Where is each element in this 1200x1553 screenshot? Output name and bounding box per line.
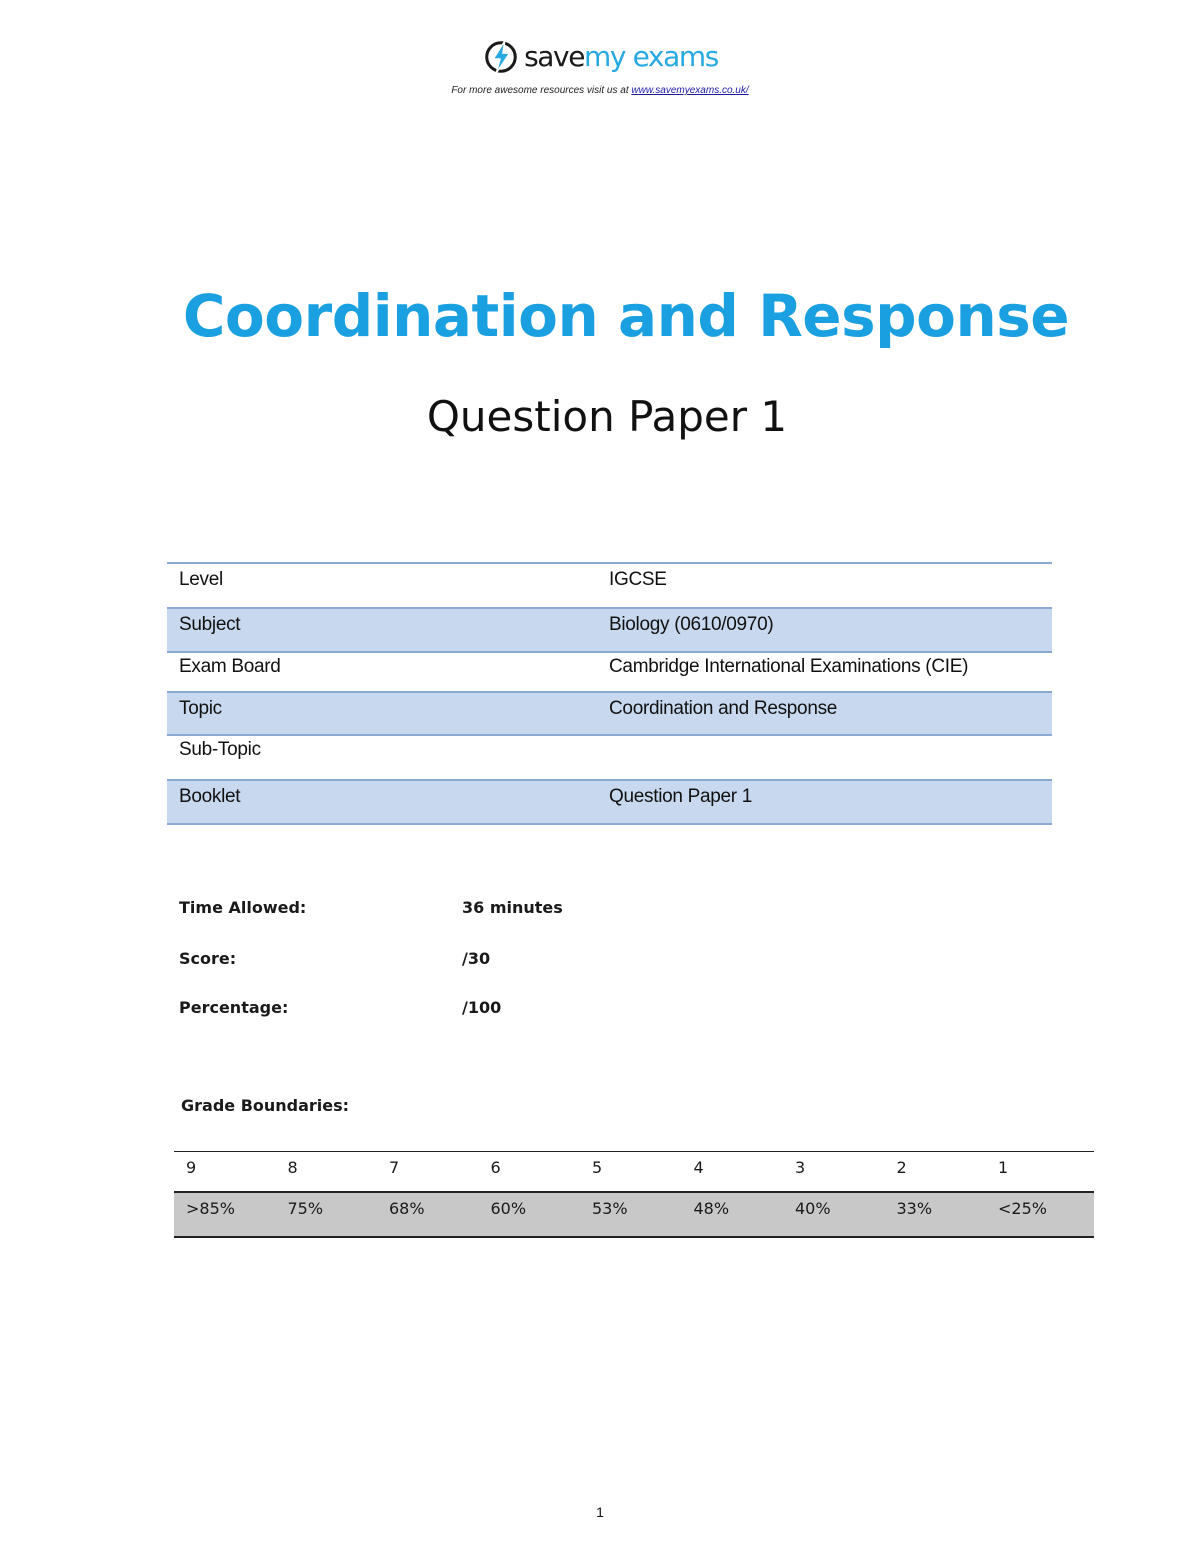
info-row-exam-board (167, 653, 1052, 693)
grade-cell: 2 (896, 1158, 907, 1177)
percentage-row (174, 1193, 1094, 1236)
grade-cell: 6 (490, 1158, 501, 1177)
info-label: Sub-Topic (179, 739, 261, 760)
percentage-cell: 75% (287, 1199, 324, 1218)
grade-cell: 1 (998, 1158, 1009, 1177)
grade-cell: 5 (592, 1158, 603, 1177)
tagline (0, 85, 1200, 96)
time-value: 36 minutes (462, 898, 563, 917)
info-label: Booklet (179, 786, 241, 807)
lightning-bolt-icon (482, 38, 520, 76)
logo-word-save: save (524, 40, 585, 73)
percentage-cell: 33% (896, 1199, 933, 1218)
info-value: IGCSE (609, 569, 667, 590)
info-value: Biology (0610/0970) (609, 614, 774, 635)
percentage-cell: 60% (490, 1199, 527, 1218)
info-value: Coordination and Response (609, 698, 838, 719)
logo-text (524, 40, 718, 73)
info-label: Exam Board (179, 656, 281, 677)
tagline-text: For more awesome resources visit us at (451, 85, 632, 96)
info-row-level (167, 564, 1052, 609)
info-row-subject (167, 609, 1052, 653)
grade-cell: 4 (693, 1158, 704, 1177)
logo-word-myexams: my exams (584, 40, 718, 73)
info-label: Level (179, 569, 223, 590)
percentage-cell: 40% (795, 1199, 831, 1218)
grade-cell: 9 (186, 1158, 197, 1177)
percentage-cell: 48% (693, 1199, 730, 1218)
time-label: Time Allowed: (179, 898, 307, 917)
info-table (167, 562, 1052, 825)
score-label: Score: (179, 949, 237, 968)
page-title: Coordination and Response (182, 282, 1070, 350)
website-link[interactable]: www.savemyexams.co.uk/ (631, 85, 749, 96)
grade-cell: 8 (287, 1158, 298, 1177)
percentage-cell: <25% (998, 1199, 1047, 1218)
info-value: Question Paper 1 (609, 786, 753, 807)
grade-boundaries-label: Grade Boundaries: (181, 1096, 350, 1115)
info-row-topic (167, 693, 1052, 736)
grade-cell: 7 (389, 1158, 400, 1177)
page-number: 1 (596, 1504, 604, 1520)
page-subtitle: Question Paper 1 (426, 392, 788, 441)
grade-cell: 3 (795, 1158, 806, 1177)
info-label: Subject (179, 614, 241, 635)
percentage-cell: >85% (186, 1199, 235, 1218)
logo (0, 38, 1200, 76)
percentage-cell: 68% (389, 1199, 425, 1218)
grade-row (174, 1152, 1094, 1193)
percentage-label: Percentage: (179, 998, 289, 1017)
info-label: Topic (179, 698, 222, 719)
info-row-booklet (167, 781, 1052, 825)
info-row-sub-topic (167, 736, 1052, 781)
score-value: /30 (462, 949, 491, 968)
percentage-cell: 53% (592, 1199, 628, 1218)
percentage-value: /100 (462, 998, 502, 1017)
info-value: Cambridge International Examinations (CIE) (609, 656, 969, 677)
grade-boundaries-table (174, 1151, 1094, 1238)
